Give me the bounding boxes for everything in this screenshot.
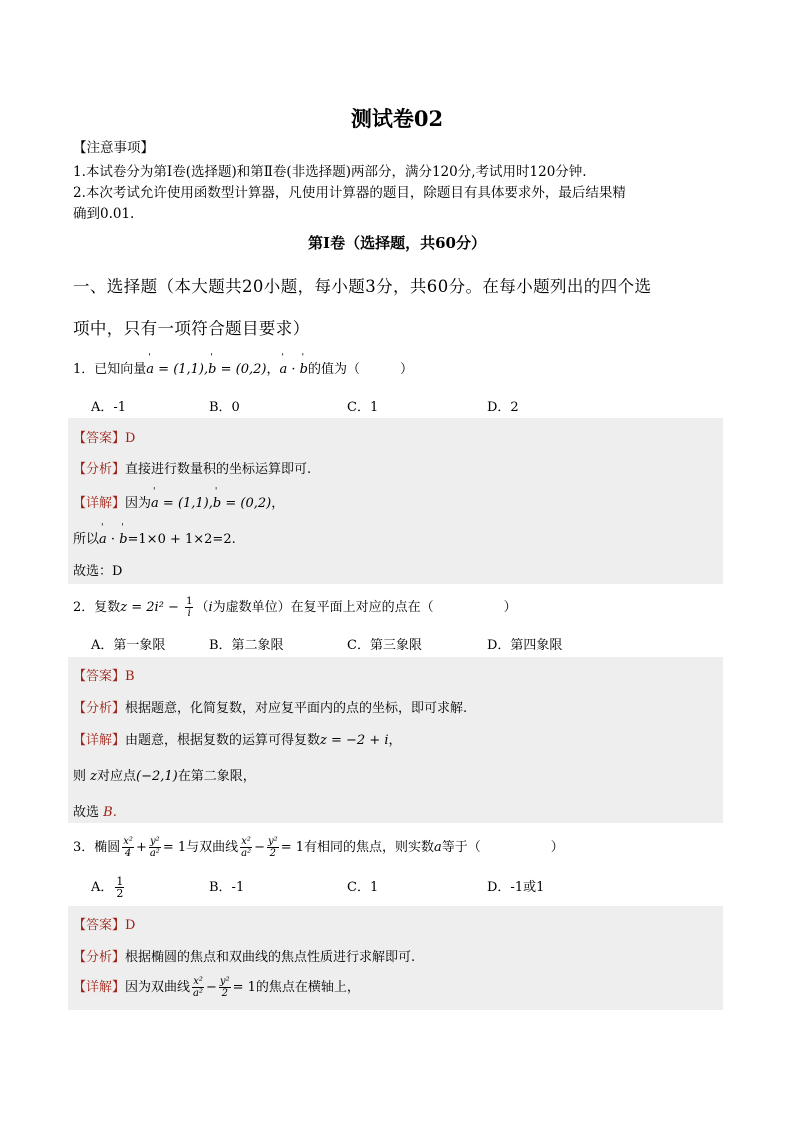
q3-ellipse-y-frac: $\frac{\text{y²}}{\text{a²}}$ <box>149 836 160 859</box>
q2-then-z: z <box>90 769 97 784</box>
q1-so-dot: · <box>106 532 120 547</box>
q1-option-d: D．2 <box>487 400 519 415</box>
q2-then-mid: 对应点 <box>97 769 137 784</box>
analysis-tag: 【分析】 <box>73 950 126 965</box>
q3-plus: + <box>135 840 147 855</box>
q3-detail-minus: − <box>206 980 217 995</box>
q3-mid: 与双曲线 <box>186 840 239 855</box>
q2-then-line <box>73 765 256 784</box>
notice-line-1: 1.本试卷分为第Ⅰ卷(选择题)和第Ⅱ卷(非选择题)两部分，满分120分,考试用时120分钟. <box>73 164 587 180</box>
q1-vector-b: ' b = (0,2) <box>208 362 266 377</box>
q1-so-b: ' b <box>119 532 127 547</box>
q2-answer <box>73 665 135 684</box>
q2-detail <box>73 729 402 748</box>
q1-option-c: C．1 <box>347 400 379 415</box>
q2-detail-text: 由题意，根据复数的运算可得复数 <box>125 733 321 748</box>
q1-dot-b: ' b <box>300 362 308 377</box>
q3-minus: − <box>254 840 266 855</box>
q1-close: ） <box>399 362 413 377</box>
answer-tag: 【答案】 <box>73 918 126 933</box>
notice-heading: 【注意事项】 <box>73 140 154 156</box>
q2-detail-end: ， <box>388 733 402 748</box>
notice-line-2: 2.本次考试允许使用函数型计算器，凡使用计算器的题目，除题目有具体要求外，最后结果精 <box>73 185 626 201</box>
q2-prefix: 2．复数 <box>73 600 121 615</box>
q2-analysis-text: 根据题意，化简复数，对应复平面内的点的坐标，即可求解. <box>125 701 468 716</box>
q2-then-prefix: 则 <box>73 769 91 784</box>
answer-tag: 【答案】 <box>73 669 126 684</box>
detail-tag: 【详解】 <box>73 980 126 995</box>
q2-close: ） <box>503 600 517 615</box>
q2-detail-math: z = −2 + i <box>320 733 389 748</box>
q2-i-var: i <box>208 600 213 615</box>
question-2 <box>73 596 517 619</box>
q1-detail <box>73 492 284 511</box>
q3-answer <box>73 914 135 933</box>
q3-detail-y-frac: $\frac{\text{y²}}{2}$ <box>219 976 230 999</box>
q1-option-b: B．0 <box>209 400 240 415</box>
q2-choose <box>73 801 117 820</box>
q3-answer-value: D <box>125 918 136 933</box>
q2-choose-letter: B. <box>103 805 117 820</box>
q1-sep: ， <box>266 362 280 377</box>
q1-detail-a: ' a = (1,1), <box>151 496 213 511</box>
q1-so-a: ' a <box>99 532 107 547</box>
q1-option-a: A．-1 <box>91 400 127 415</box>
q3-analysis <box>73 946 415 965</box>
q3-detail-suffix: 的焦点在横轴上， <box>255 980 360 995</box>
q3-prefix: 3．椭圆 <box>73 840 121 855</box>
q1-analysis-text: 直接进行数量积的坐标运算即可. <box>125 462 312 477</box>
q3-options <box>91 875 731 900</box>
volume-title: 第Ⅰ卷（选择题，共60分） <box>308 234 486 252</box>
q2-answer-value: B <box>125 669 135 684</box>
q1-dot: · <box>287 362 300 377</box>
q3-option-a: A． $\frac{1}{2}$ <box>91 875 124 900</box>
q3-detail-x-frac: $\frac{\text{x²}}{\text{a²}}$ <box>193 976 204 999</box>
q3-ellipse-x-frac: $\frac{\text{x²}}{4}$ <box>123 836 133 859</box>
q2-option-b: B．第二象限 <box>209 638 284 653</box>
analysis-tag: 【分析】 <box>73 462 126 477</box>
q2-solution-box <box>68 657 723 823</box>
q2-paren-rest: 为虚数单位）在复平面上对应的点在（ <box>212 600 434 615</box>
q2-then-point: (−2,1) <box>136 769 178 784</box>
q1-so-prefix: 所以 <box>73 532 100 547</box>
q3-option-b: B．-1 <box>209 880 245 895</box>
notice-line-2-cont: 确到0.01. <box>73 206 135 222</box>
q3-analysis-text: 根据椭圆的焦点和双曲线的焦点性质进行求解即可. <box>125 950 416 965</box>
q1-prefix: 1．已知向量 <box>73 362 147 377</box>
q1-answer-value: D <box>125 431 136 446</box>
q1-analysis <box>73 458 311 477</box>
q2-option-d: D．第四象限 <box>487 638 563 653</box>
q2-paren: （ <box>195 600 209 615</box>
q1-detail-suffix: ， <box>271 496 285 511</box>
q2-analysis <box>73 697 467 716</box>
section-heading-line-1: 一、选择题（本大题共20小题，每小题3分，共60分。在每小题列出的四个选 <box>73 277 652 296</box>
q3-detail-prefix: 因为双曲线 <box>125 980 191 995</box>
q1-detail-prefix: 因为 <box>125 496 152 511</box>
q2-option-a: A．第一象限 <box>91 638 166 653</box>
q3-close: ） <box>550 840 564 855</box>
detail-tag: 【详解】 <box>73 733 126 748</box>
q2-options <box>91 634 731 654</box>
answer-tag: 【答案】 <box>73 431 126 446</box>
q2-option-c: C．第三象限 <box>347 638 422 653</box>
q3-suffix2: 等于（ <box>441 840 481 855</box>
q1-options <box>91 396 731 416</box>
q3-detail <box>73 976 360 999</box>
q3-hyper-x-frac: $\frac{\text{x²}}{\text{a²}}$ <box>241 836 252 859</box>
q2-z-eq: z = 2i² − <box>120 600 184 615</box>
q3-eq1: = 1 <box>162 840 187 855</box>
question-1 <box>73 358 413 377</box>
q1-detail-b: ' b = (0,2) <box>213 496 271 511</box>
q3-option-c: C．1 <box>347 880 379 895</box>
q2-then-end: 在第二象限， <box>177 769 256 784</box>
q3-a-var: a <box>434 840 442 855</box>
q1-answer <box>73 427 135 446</box>
q3-detail-eq: = 1 <box>232 980 256 995</box>
q3-suffix: 有相同的焦点，则实数 <box>304 840 435 855</box>
analysis-tag: 【分析】 <box>73 701 126 716</box>
page-title: 测试卷02 <box>350 106 444 131</box>
section-heading-line-2: 项中，只有一项符合题目要求） <box>73 319 310 338</box>
q1-dot-a: ' a <box>279 362 287 377</box>
q2-fraction: $\frac{1}{i}$ <box>186 596 193 619</box>
q1-choose: 故选：D <box>73 564 123 579</box>
question-3 <box>73 836 564 859</box>
q1-vector-a: ' a = (1,1), <box>146 362 208 377</box>
q1-so-rest: =1×0 + 1×2=2. <box>127 532 236 547</box>
detail-tag: 【详解】 <box>73 496 126 511</box>
q1-solution-box <box>68 418 723 584</box>
q3-hyper-y-frac: $\frac{\text{y²}}{2}$ <box>268 836 278 859</box>
q3-option-d: D．-1或1 <box>487 880 545 895</box>
q1-suffix: 的值为（ <box>307 362 360 377</box>
q3-solution-box <box>68 906 723 1010</box>
q1-so-line <box>73 528 236 547</box>
q2-choose-prefix: 故选 <box>73 805 104 820</box>
q3-eq2: = 1 <box>280 840 304 855</box>
